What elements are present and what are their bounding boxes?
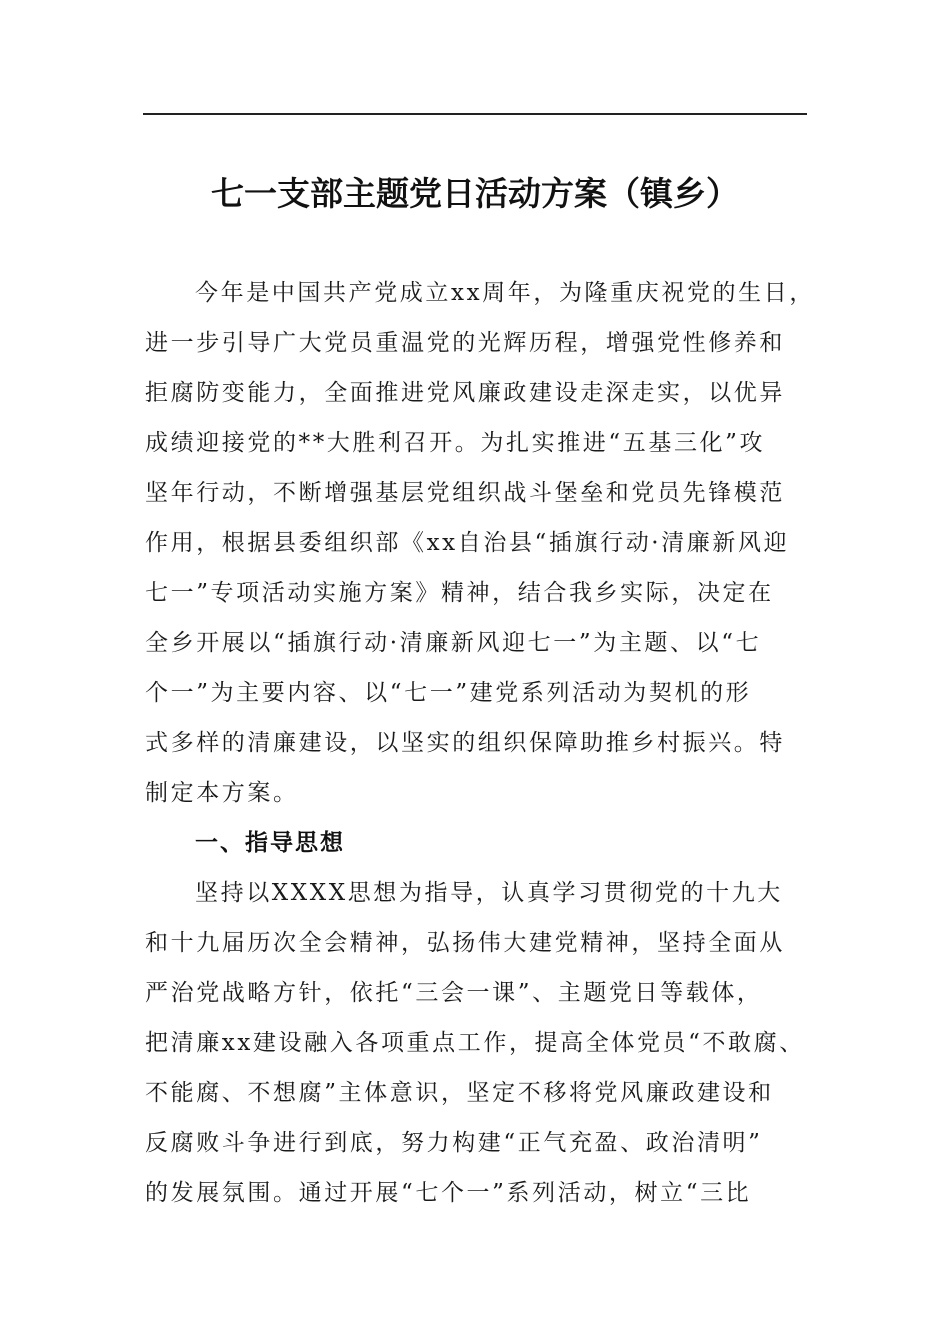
text-line: 不能腐、不想腐”主体意识，坚定不移将党风廉政建设和 [145,1080,774,1106]
text-line: 坚年行动，不断增强基层党组织战斗堡垒和党员先锋模范 [145,480,785,506]
text-line: 反腐败斗争进行到底，努力构建“正气充盈、政治清明” [145,1130,763,1156]
text-line: 式多样的清廉建设，以坚实的组织保障助推乡村振兴。特 [145,730,785,756]
text-line: 和十九届历次全会精神，弘扬伟大建党精神，坚持全面从 [145,930,785,956]
text-line: 作用，根据县委组织部《xx自治县“插旗行动·清廉新风迎 [145,530,790,556]
text-line: 把清廉xx建设融入各项重点工作，提高全体党员“不敢腐、 [145,1030,805,1056]
text-line: 拒腐防变能力，全面推进党风廉政建设走深走实，以优异 [145,380,785,406]
text-line: 坚持以XXXX思想为指导，认真学习贯彻党的十九大 [195,880,783,906]
text-line: 七一”专项活动实施方案》精神，结合我乡实际，决定在 [145,580,774,606]
text-line: 进一步引导广大党员重温党的光辉历程，增强党性修养和 [145,330,785,356]
text-line: 严治党战略方针，依托“三会一课”、主题党日等载体， [145,980,763,1006]
text-line: 制定本方案。 [145,780,299,806]
text-line: 成绩迎接党的**大胜利召开。为扎实推进“五基三化”攻 [145,430,766,456]
section-heading: 一、指导思想 [195,830,345,856]
header-rule [143,113,807,115]
text-line: 个一”为主要内容、以“七一”建党系列活动为契机的形 [145,680,752,706]
document-title: 七一支部主题党日活动方案（镇乡） [211,174,739,213]
text-line: 的发展氛围。通过开展“七个一”系列活动，树立“三比 [145,1180,752,1206]
text-line: 今年是中国共产党成立xx周年，为隆重庆祝党的生日， [195,280,815,306]
text-line: 全乡开展以“插旗行动·清廉新风迎七一”为主题、以“七 [145,630,762,656]
